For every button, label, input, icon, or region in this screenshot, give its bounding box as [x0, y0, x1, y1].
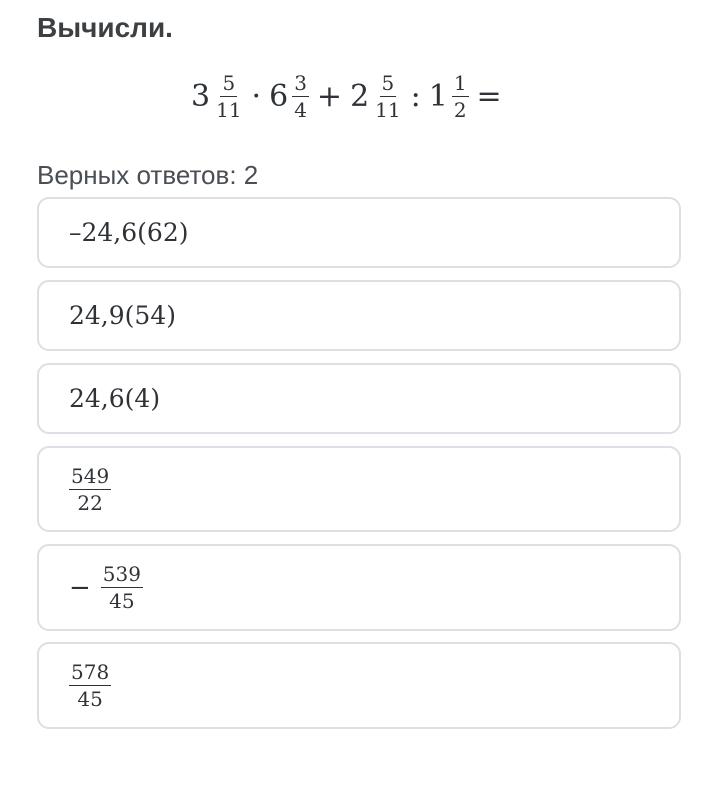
- term1-integer: 3: [191, 78, 211, 114]
- answer-option-text: –24,6(62): [69, 218, 189, 247]
- multiply-operator: ·: [251, 78, 262, 114]
- equals-sign: =: [476, 78, 502, 114]
- answer-fraction: [101, 564, 143, 611]
- divide-operator: :: [410, 78, 421, 114]
- answer-option-6[interactable]: [37, 642, 681, 729]
- answer-numerator: 578: [71, 660, 110, 684]
- term3-numerator: 5: [381, 70, 395, 95]
- term1-numerator: 5: [222, 70, 236, 95]
- answer-option-text: 24,9(54): [69, 301, 176, 330]
- term3-integer: 2: [350, 78, 370, 114]
- math-expression: [191, 68, 510, 124]
- term2-integer: 6: [269, 78, 289, 114]
- term2-numerator: 3: [294, 70, 307, 95]
- term3-denominator: 11: [375, 97, 401, 122]
- answer-option-text: 24,6(4): [69, 384, 161, 413]
- answer-numerator: 549: [71, 463, 110, 488]
- minus-sign: −: [69, 572, 91, 603]
- answer-option-5[interactable]: [37, 544, 681, 631]
- answer-option-3[interactable]: [37, 363, 681, 434]
- term1-denominator: 11: [216, 97, 242, 122]
- answer-numerator: 539: [102, 562, 141, 586]
- term2-denominator: 4: [294, 97, 307, 122]
- answer-option-1[interactable]: [37, 197, 681, 268]
- task-title: Вычисли.: [37, 12, 173, 43]
- term3-fraction: [373, 70, 402, 122]
- correct-answers-count: Верных ответов: 2: [37, 160, 259, 190]
- answer-denominator: 45: [109, 589, 135, 613]
- term1-fraction: [214, 70, 243, 122]
- term4-numerator: 1: [453, 70, 467, 95]
- answer-option-2[interactable]: [37, 280, 681, 351]
- plus-operator: +: [316, 78, 343, 114]
- answer-denominator: 22: [77, 490, 103, 515]
- term2-fraction: [292, 70, 309, 122]
- answer-fraction: [69, 662, 111, 709]
- answer-option-4[interactable]: [37, 446, 681, 532]
- term4-integer: 1: [428, 78, 448, 114]
- answer-fraction: [69, 463, 111, 515]
- answer-denominator: 45: [77, 687, 103, 711]
- term4-denominator: 2: [453, 97, 467, 122]
- term4-fraction: [452, 70, 469, 122]
